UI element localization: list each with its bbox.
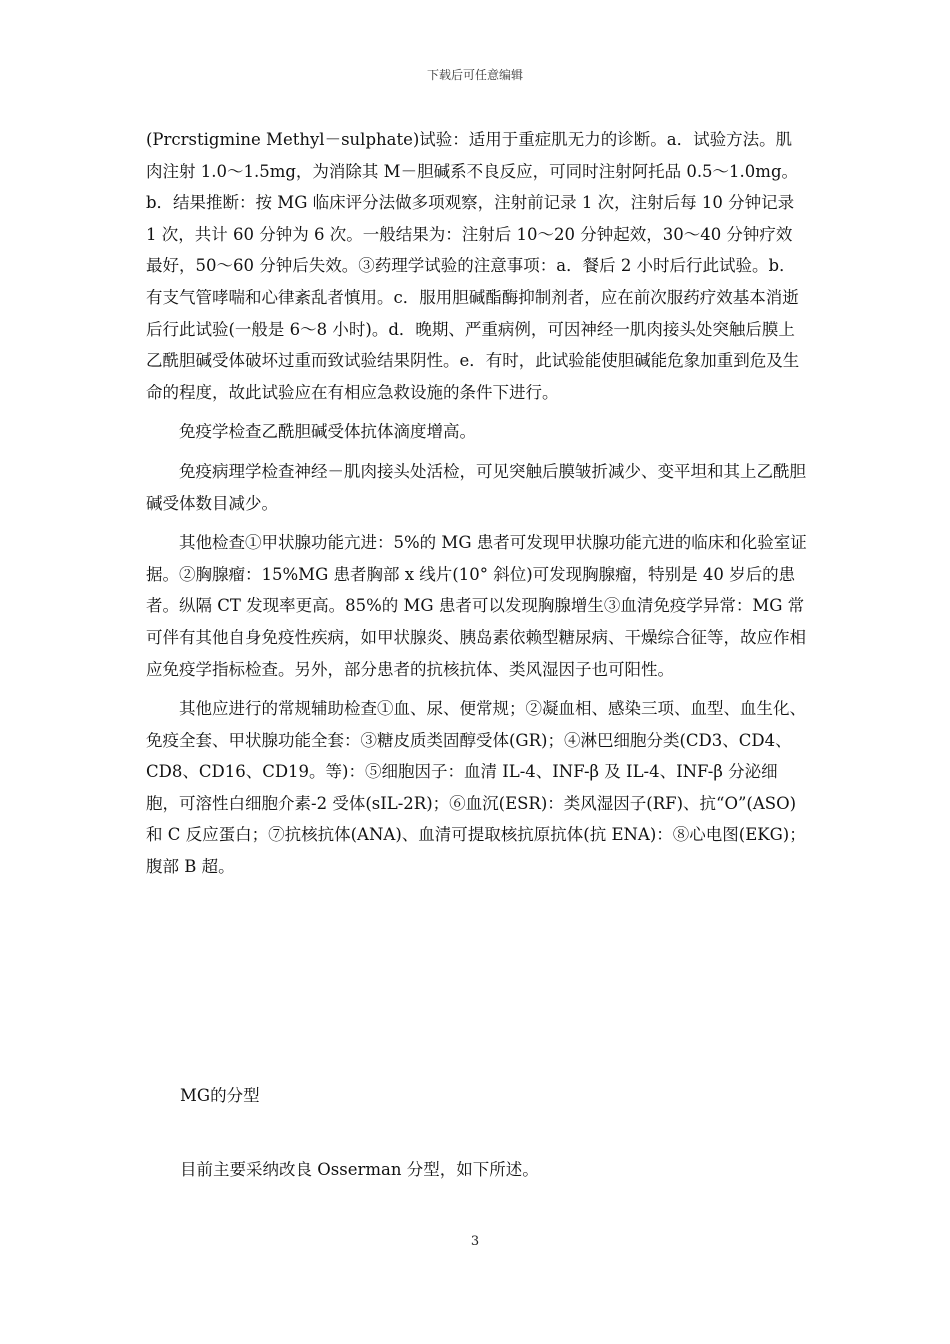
paragraph-routine-tests: 其他应进行的常规辅助检查①血、尿、便常规；②凝血相、感染三项、血型、血生化、免疫全套、甲状腺功能全套：③糖皮质类固醇受体(GR)；④淋巴细胞分类(CD3、CD4、CD8、CD16、CD19。等)：⑤细胞因子：血清 IL-4、INF-β 及 IL-4、INF-β 分泌细胞，可溶性白细胞介素-2 受体(sIL-2R)；⑥血沉(ESR)：类风湿因子(RF)、抗“O”(ASO)和 C 反应蛋白；⑦抗核抗体(ANA)、血清可提取核抗原抗体(抗 ENA)：⑧心电图(EKG)；腹部 B 超。 bbox=[146, 699, 806, 877]
paragraph-immunology-test: 免疫学检查乙酰胆碱受体抗体滴度增高。 bbox=[179, 422, 476, 442]
page-number: 3 bbox=[470, 1234, 480, 1249]
section-heading: MG的分型 bbox=[180, 1086, 260, 1105]
page-header: 下载后可任意编辑 bbox=[426, 68, 523, 82]
document-body bbox=[146, 124, 808, 883]
paragraph-immunopathology-test: 免疫病理学检查神经－肌肉接头处活检，可见突触后膜皱折减少、变平坦和其上乙酰胆碱受体数目减少。 bbox=[146, 461, 806, 513]
paragraph-pharmacology-test: (Prcrstigmine Methyl－sulphate)试验：适用于重症肌无力的诊断。a．试验方法。肌肉注射 1.0～1.5mg，为消除其 M－胆碱系不良反应，可同时注射阿托品 0.5～1.0mg。b．结果推断：按 MG 临床评分法做多项观察，注射前记录 1 次，注射后每 10 分钟记录 1 次，共计 60 分钟为 6 次。一般结果为：注射后 10～20 分钟起效，30～40 分钟疗效最好，50～60 分钟后失效。③药理学试验的注意事项：a．餐后 2 小时后行此试验。b．有支气管哮喘和心律紊乱者慎用。c．服用胆碱酯酶抑制剂者，应在前次服药疗效基本消逝后行此试验(一般是 6～8 小时)。d．晚期、严重病例，可因神经一肌肉接头处突触后膜上乙酰胆碱受体破坏过重而致试验结果阴性。e．有时，此试验能使胆碱能危象加重到危及生命的程度，故此试验应在有相应急救设施的条件下进行。 bbox=[146, 130, 800, 402]
paragraph-other-tests: 其他检查①甲状腺功能亢进：5%的 MG 患者可发现甲状腺功能亢进的临床和化验室证据。②胸腺瘤：15%MG 患者胸部 x 线片(10° 斜位)可发现胸腺瘤，特别是 40 岁后的患者。纵隔 CT 发现率更高。85%的 MG 患者可以发现胸腺增生③血清免疫学异常：MG 常可伴有其他自身免疫性疾病，如甲状腺炎、胰岛素依赖型糖尿病、干燥综合征等，故应作相应免疫学指标检查。另外，部分患者的抗核抗体、类风湿因子也可阳性。 bbox=[146, 533, 807, 679]
section-intro: 目前主要采纳改良 Osserman 分型，如下所述。 bbox=[180, 1160, 539, 1179]
